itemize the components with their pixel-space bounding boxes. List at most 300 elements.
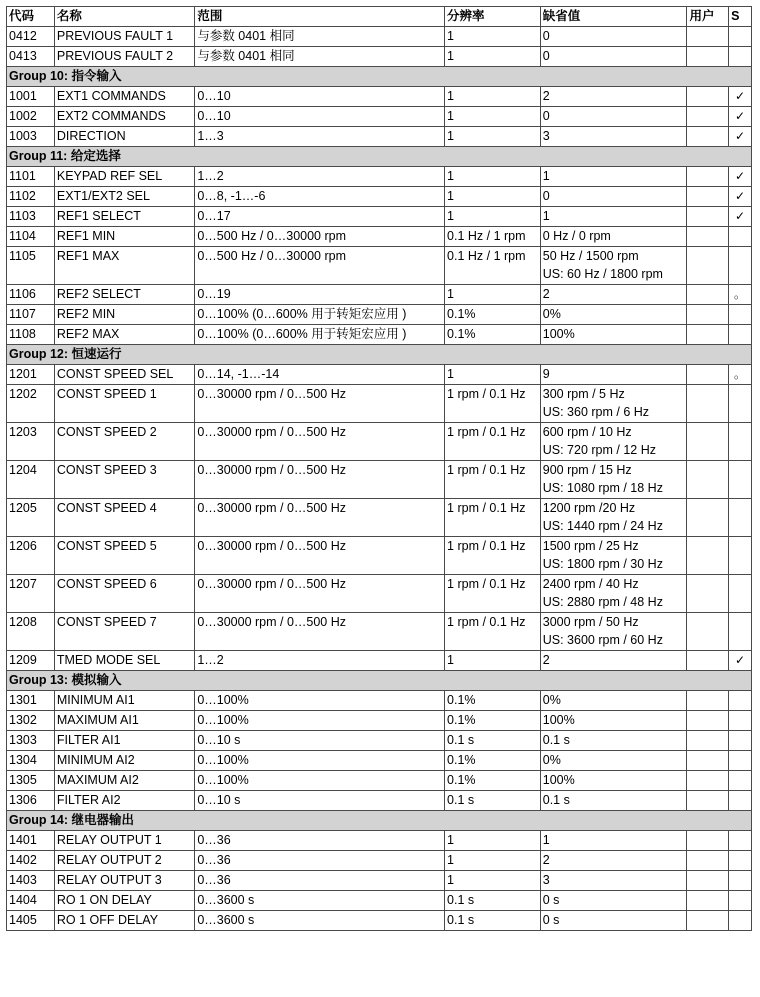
param-resolution: 1 (445, 87, 541, 107)
param-name: RELAY OUTPUT 3 (54, 871, 194, 891)
param-code: 1306 (7, 791, 55, 811)
param-range: 0…3600 s (195, 911, 445, 931)
param-name: CONST SPEED 7 (54, 613, 194, 651)
param-name: PREVIOUS FAULT 1 (54, 27, 194, 47)
param-code: 1105 (7, 247, 55, 285)
param-range: 0…36 (195, 851, 445, 871)
param-resolution: 1 (445, 107, 541, 127)
param-range: 0…30000 rpm / 0…500 Hz (195, 423, 445, 461)
table-row (7, 423, 752, 461)
table-row (7, 305, 752, 325)
param-name: REF2 MIN (54, 305, 194, 325)
table-row (7, 771, 752, 791)
param-code: 1404 (7, 891, 55, 911)
table-body (7, 27, 752, 931)
param-name: MAXIMUM AI1 (54, 711, 194, 731)
table-row (7, 613, 752, 651)
param-code: 1002 (7, 107, 55, 127)
param-default (540, 227, 687, 247)
default-value-line: 0 (542, 29, 550, 43)
param-code: 1201 (7, 365, 55, 385)
default-value-line: 2 (542, 653, 550, 667)
param-user (687, 423, 729, 461)
param-name: REF1 SELECT (54, 207, 194, 227)
param-user (687, 871, 729, 891)
parameter-table (6, 6, 752, 931)
param-s-flag (729, 731, 752, 751)
table-row (7, 537, 752, 575)
param-s-flag (729, 771, 752, 791)
param-default (540, 499, 687, 537)
param-name: EXT1/EXT2 SEL (54, 187, 194, 207)
default-value-line: 100% (542, 327, 575, 341)
param-default (540, 691, 687, 711)
param-name: DIRECTION (54, 127, 194, 147)
param-name: CONST SPEED SEL (54, 365, 194, 385)
param-default (540, 711, 687, 731)
param-range: 0…30000 rpm / 0…500 Hz (195, 613, 445, 651)
param-code: 0412 (7, 27, 55, 47)
default-value-line: 0 s (542, 893, 560, 907)
param-default (540, 613, 687, 651)
table-row (7, 187, 752, 207)
param-s-flag (729, 27, 752, 47)
param-user (687, 187, 729, 207)
param-range: 与参数 0401 相同 (195, 47, 445, 67)
default-value-line: US: 3600 rpm / 60 Hz (542, 633, 663, 647)
param-default (540, 751, 687, 771)
param-default (540, 107, 687, 127)
table-row (7, 87, 752, 107)
default-value-line: 900 rpm / 15 Hz (542, 463, 632, 477)
param-code: 1208 (7, 613, 55, 651)
default-value-line: 3000 rpm / 50 Hz (542, 615, 639, 629)
param-resolution: 0.1% (445, 771, 541, 791)
param-resolution: 0.1% (445, 711, 541, 731)
param-range: 0…500 Hz / 0…30000 rpm (195, 247, 445, 285)
param-code: 1106 (7, 285, 55, 305)
group-header-row (7, 811, 752, 831)
param-range: 0…100% (0…600% 用于转矩宏应用 ) (195, 305, 445, 325)
param-user (687, 711, 729, 731)
default-value-line: 100% (542, 773, 575, 787)
param-code: 1207 (7, 575, 55, 613)
param-code: 1108 (7, 325, 55, 345)
param-s-flag (729, 423, 752, 461)
param-range: 0…100% (195, 771, 445, 791)
default-value-line: 2 (542, 287, 550, 301)
param-user (687, 127, 729, 147)
param-range: 1…3 (195, 127, 445, 147)
param-default (540, 87, 687, 107)
param-range: 0…500 Hz / 0…30000 rpm (195, 227, 445, 247)
table-row (7, 575, 752, 613)
param-resolution: 1 rpm / 0.1 Hz (445, 385, 541, 423)
param-user (687, 285, 729, 305)
param-resolution: 0.1 s (445, 891, 541, 911)
param-user (687, 461, 729, 499)
param-resolution: 0.1% (445, 305, 541, 325)
param-code: 1103 (7, 207, 55, 227)
param-user (687, 47, 729, 67)
param-s-flag: ✓ (729, 107, 752, 127)
param-s-flag (729, 851, 752, 871)
table-row (7, 711, 752, 731)
default-value-line: 0 (542, 109, 550, 123)
param-user (687, 87, 729, 107)
param-default (540, 247, 687, 285)
param-resolution: 1 rpm / 0.1 Hz (445, 575, 541, 613)
param-name: CONST SPEED 3 (54, 461, 194, 499)
param-range: 0…30000 rpm / 0…500 Hz (195, 461, 445, 499)
param-s-flag: 。 (729, 285, 752, 305)
param-range: 0…100% (0…600% 用于转矩宏应用 ) (195, 325, 445, 345)
param-s-flag: ✓ (729, 187, 752, 207)
param-code: 1401 (7, 831, 55, 851)
param-name: EXT2 COMMANDS (54, 107, 194, 127)
table-row (7, 207, 752, 227)
default-value-line: 0 (542, 49, 550, 63)
param-name: MINIMUM AI1 (54, 691, 194, 711)
header-resolution: 分辨率 (445, 7, 541, 27)
param-s-flag: ✓ (729, 167, 752, 187)
param-range: 1…2 (195, 167, 445, 187)
param-name: PREVIOUS FAULT 2 (54, 47, 194, 67)
group-title: Group 12: 恒速运行 (7, 345, 752, 365)
param-default (540, 365, 687, 385)
table-row (7, 791, 752, 811)
param-code: 1104 (7, 227, 55, 247)
param-resolution: 1 (445, 365, 541, 385)
table-row (7, 167, 752, 187)
header-user: 用户 (687, 7, 729, 27)
table-row (7, 385, 752, 423)
default-value-line: 2400 rpm / 40 Hz (542, 577, 639, 591)
param-code: 1003 (7, 127, 55, 147)
table-row (7, 831, 752, 851)
param-default (540, 731, 687, 751)
param-code: 1405 (7, 911, 55, 931)
default-value-line: 0% (542, 693, 561, 707)
param-default (540, 167, 687, 187)
table-row (7, 851, 752, 871)
param-code: 1304 (7, 751, 55, 771)
param-user (687, 325, 729, 345)
param-range: 0…17 (195, 207, 445, 227)
param-s-flag (729, 751, 752, 771)
param-code: 1202 (7, 385, 55, 423)
header-s: S (729, 7, 752, 27)
param-range: 0…14, -1…-14 (195, 365, 445, 385)
param-resolution: 0.1% (445, 751, 541, 771)
default-value-line: 0 Hz / 0 rpm (542, 229, 611, 243)
param-resolution: 1 rpm / 0.1 Hz (445, 537, 541, 575)
param-resolution: 1 (445, 207, 541, 227)
param-range: 0…10 (195, 87, 445, 107)
default-value-line: 0% (542, 753, 561, 767)
param-default (540, 575, 687, 613)
param-resolution: 0.1 Hz / 1 rpm (445, 227, 541, 247)
param-name: RELAY OUTPUT 2 (54, 851, 194, 871)
param-user (687, 107, 729, 127)
param-resolution: 0.1 Hz / 1 rpm (445, 247, 541, 285)
param-range: 与参数 0401 相同 (195, 27, 445, 47)
table-row (7, 127, 752, 147)
param-resolution: 1 (445, 285, 541, 305)
param-default (540, 207, 687, 227)
param-user (687, 207, 729, 227)
param-name: FILTER AI1 (54, 731, 194, 751)
default-value-line: 100% (542, 713, 575, 727)
param-resolution: 1 rpm / 0.1 Hz (445, 499, 541, 537)
param-resolution: 1 (445, 167, 541, 187)
param-s-flag (729, 791, 752, 811)
param-default (540, 871, 687, 891)
param-default (540, 651, 687, 671)
param-resolution: 0.1 s (445, 791, 541, 811)
param-range: 0…100% (195, 751, 445, 771)
param-user (687, 305, 729, 325)
param-user (687, 365, 729, 385)
default-value-line: 0 s (542, 913, 560, 927)
param-code: 1203 (7, 423, 55, 461)
param-code: 0413 (7, 47, 55, 67)
param-s-flag: ✓ (729, 127, 752, 147)
group-header-row (7, 345, 752, 365)
param-default (540, 27, 687, 47)
param-code: 1209 (7, 651, 55, 671)
default-value-line: 0% (542, 307, 561, 321)
param-code: 1107 (7, 305, 55, 325)
param-s-flag (729, 247, 752, 285)
param-range: 0…10 s (195, 791, 445, 811)
group-title: Group 14: 继电器输出 (7, 811, 752, 831)
param-s-flag (729, 461, 752, 499)
default-value-line: US: 60 Hz / 1800 rpm (542, 267, 663, 281)
param-name: MAXIMUM AI2 (54, 771, 194, 791)
param-name: CONST SPEED 1 (54, 385, 194, 423)
default-value-line: 1 (542, 209, 550, 223)
param-user (687, 537, 729, 575)
param-s-flag: ✓ (729, 87, 752, 107)
table-row (7, 499, 752, 537)
param-default (540, 911, 687, 931)
default-value-line: US: 1440 rpm / 24 Hz (542, 519, 663, 533)
default-value-line: US: 720 rpm / 12 Hz (542, 443, 656, 457)
param-default (540, 537, 687, 575)
param-resolution: 0.1% (445, 325, 541, 345)
param-default (540, 127, 687, 147)
default-value-line: 0.1 s (542, 793, 570, 807)
param-name: EXT1 COMMANDS (54, 87, 194, 107)
default-value-line: US: 1800 rpm / 30 Hz (542, 557, 663, 571)
default-value-line: 1200 rpm /20 Hz (542, 501, 636, 515)
param-name: CONST SPEED 5 (54, 537, 194, 575)
param-name: RO 1 OFF DELAY (54, 911, 194, 931)
param-range: 0…100% (195, 691, 445, 711)
header-code: 代码 (7, 7, 55, 27)
header-name: 名称 (54, 7, 194, 27)
param-resolution: 1 (445, 47, 541, 67)
table-row (7, 751, 752, 771)
param-user (687, 831, 729, 851)
default-value-line: 300 rpm / 5 Hz (542, 387, 625, 401)
param-user (687, 575, 729, 613)
default-value-line: 2 (542, 89, 550, 103)
param-user (687, 791, 729, 811)
table-row (7, 47, 752, 67)
default-value-line: US: 2880 rpm / 48 Hz (542, 595, 663, 609)
param-user (687, 691, 729, 711)
param-code: 1001 (7, 87, 55, 107)
table-row (7, 691, 752, 711)
param-s-flag (729, 47, 752, 67)
param-resolution: 1 rpm / 0.1 Hz (445, 423, 541, 461)
param-resolution: 1 (445, 27, 541, 47)
param-default (540, 831, 687, 851)
param-s-flag: ✓ (729, 207, 752, 227)
param-s-flag (729, 911, 752, 931)
param-default (540, 891, 687, 911)
default-value-line: 0 (542, 189, 550, 203)
param-default (540, 385, 687, 423)
param-default (540, 305, 687, 325)
group-header-row (7, 67, 752, 87)
param-resolution: 1 (445, 871, 541, 891)
param-user (687, 891, 729, 911)
param-user (687, 499, 729, 537)
default-value-line: 2 (542, 853, 550, 867)
param-s-flag (729, 385, 752, 423)
param-user (687, 167, 729, 187)
param-name: RO 1 ON DELAY (54, 891, 194, 911)
param-s-flag (729, 691, 752, 711)
header-default: 缺省值 (540, 7, 687, 27)
param-resolution: 1 (445, 187, 541, 207)
table-row (7, 891, 752, 911)
param-s-flag (729, 499, 752, 537)
param-code: 1204 (7, 461, 55, 499)
param-default (540, 851, 687, 871)
header-range: 范围 (195, 7, 445, 27)
param-default (540, 325, 687, 345)
param-resolution: 1 (445, 651, 541, 671)
param-code: 1102 (7, 187, 55, 207)
param-range: 0…36 (195, 871, 445, 891)
param-user (687, 751, 729, 771)
param-name: REF1 MAX (54, 247, 194, 285)
param-user (687, 613, 729, 651)
param-s-flag (729, 871, 752, 891)
param-s-flag (729, 575, 752, 613)
table-row (7, 227, 752, 247)
param-range: 0…36 (195, 831, 445, 851)
param-name: CONST SPEED 2 (54, 423, 194, 461)
header-row (7, 7, 752, 27)
param-s-flag (729, 305, 752, 325)
table-row (7, 731, 752, 751)
default-value-line: US: 1080 rpm / 18 Hz (542, 481, 663, 495)
param-resolution: 1 (445, 851, 541, 871)
group-title: Group 13: 模拟输入 (7, 671, 752, 691)
param-code: 1302 (7, 711, 55, 731)
param-s-flag (729, 325, 752, 345)
param-code: 1301 (7, 691, 55, 711)
param-user (687, 227, 729, 247)
param-s-flag: 。 (729, 365, 752, 385)
param-name: CONST SPEED 4 (54, 499, 194, 537)
param-range: 0…10 s (195, 731, 445, 751)
param-s-flag (729, 711, 752, 731)
param-user (687, 651, 729, 671)
table-row (7, 871, 752, 891)
param-range: 0…30000 rpm / 0…500 Hz (195, 537, 445, 575)
param-name: MINIMUM AI2 (54, 751, 194, 771)
param-range: 0…19 (195, 285, 445, 305)
default-value-line: 9 (542, 367, 550, 381)
group-title: Group 10: 指令输入 (7, 67, 752, 87)
group-header-row (7, 147, 752, 167)
param-s-flag (729, 227, 752, 247)
table-header (7, 7, 752, 27)
param-user (687, 731, 729, 751)
param-resolution: 0.1 s (445, 911, 541, 931)
param-code: 1303 (7, 731, 55, 751)
param-range: 0…30000 rpm / 0…500 Hz (195, 499, 445, 537)
param-name: REF1 MIN (54, 227, 194, 247)
param-s-flag (729, 613, 752, 651)
param-name: REF2 MAX (54, 325, 194, 345)
default-value-line: 1 (542, 169, 550, 183)
param-code: 1205 (7, 499, 55, 537)
table-row (7, 107, 752, 127)
param-name: FILTER AI2 (54, 791, 194, 811)
default-value-line: US: 360 rpm / 6 Hz (542, 405, 650, 419)
param-range: 0…30000 rpm / 0…500 Hz (195, 385, 445, 423)
param-resolution: 1 (445, 127, 541, 147)
param-user (687, 911, 729, 931)
default-value-line: 600 rpm / 10 Hz (542, 425, 632, 439)
param-name: KEYPAD REF SEL (54, 167, 194, 187)
param-name: TMED MODE SEL (54, 651, 194, 671)
param-user (687, 771, 729, 791)
param-default (540, 47, 687, 67)
default-value-line: 1500 rpm / 25 Hz (542, 539, 639, 553)
param-user (687, 385, 729, 423)
param-s-flag (729, 891, 752, 911)
group-title: Group 11: 给定选择 (7, 147, 752, 167)
param-resolution: 1 rpm / 0.1 Hz (445, 461, 541, 499)
table-row (7, 651, 752, 671)
param-s-flag (729, 537, 752, 575)
table-row (7, 285, 752, 305)
default-value-line: 3 (542, 129, 550, 143)
table-row (7, 247, 752, 285)
param-code: 1101 (7, 167, 55, 187)
param-name: CONST SPEED 6 (54, 575, 194, 613)
param-user (687, 27, 729, 47)
param-default (540, 285, 687, 305)
param-range: 0…10 (195, 107, 445, 127)
default-value-line: 3 (542, 873, 550, 887)
param-default (540, 771, 687, 791)
param-code: 1305 (7, 771, 55, 791)
default-value-line: 1 (542, 833, 550, 847)
param-user (687, 851, 729, 871)
param-range: 0…3600 s (195, 891, 445, 911)
param-s-flag: ✓ (729, 651, 752, 671)
param-user (687, 247, 729, 285)
